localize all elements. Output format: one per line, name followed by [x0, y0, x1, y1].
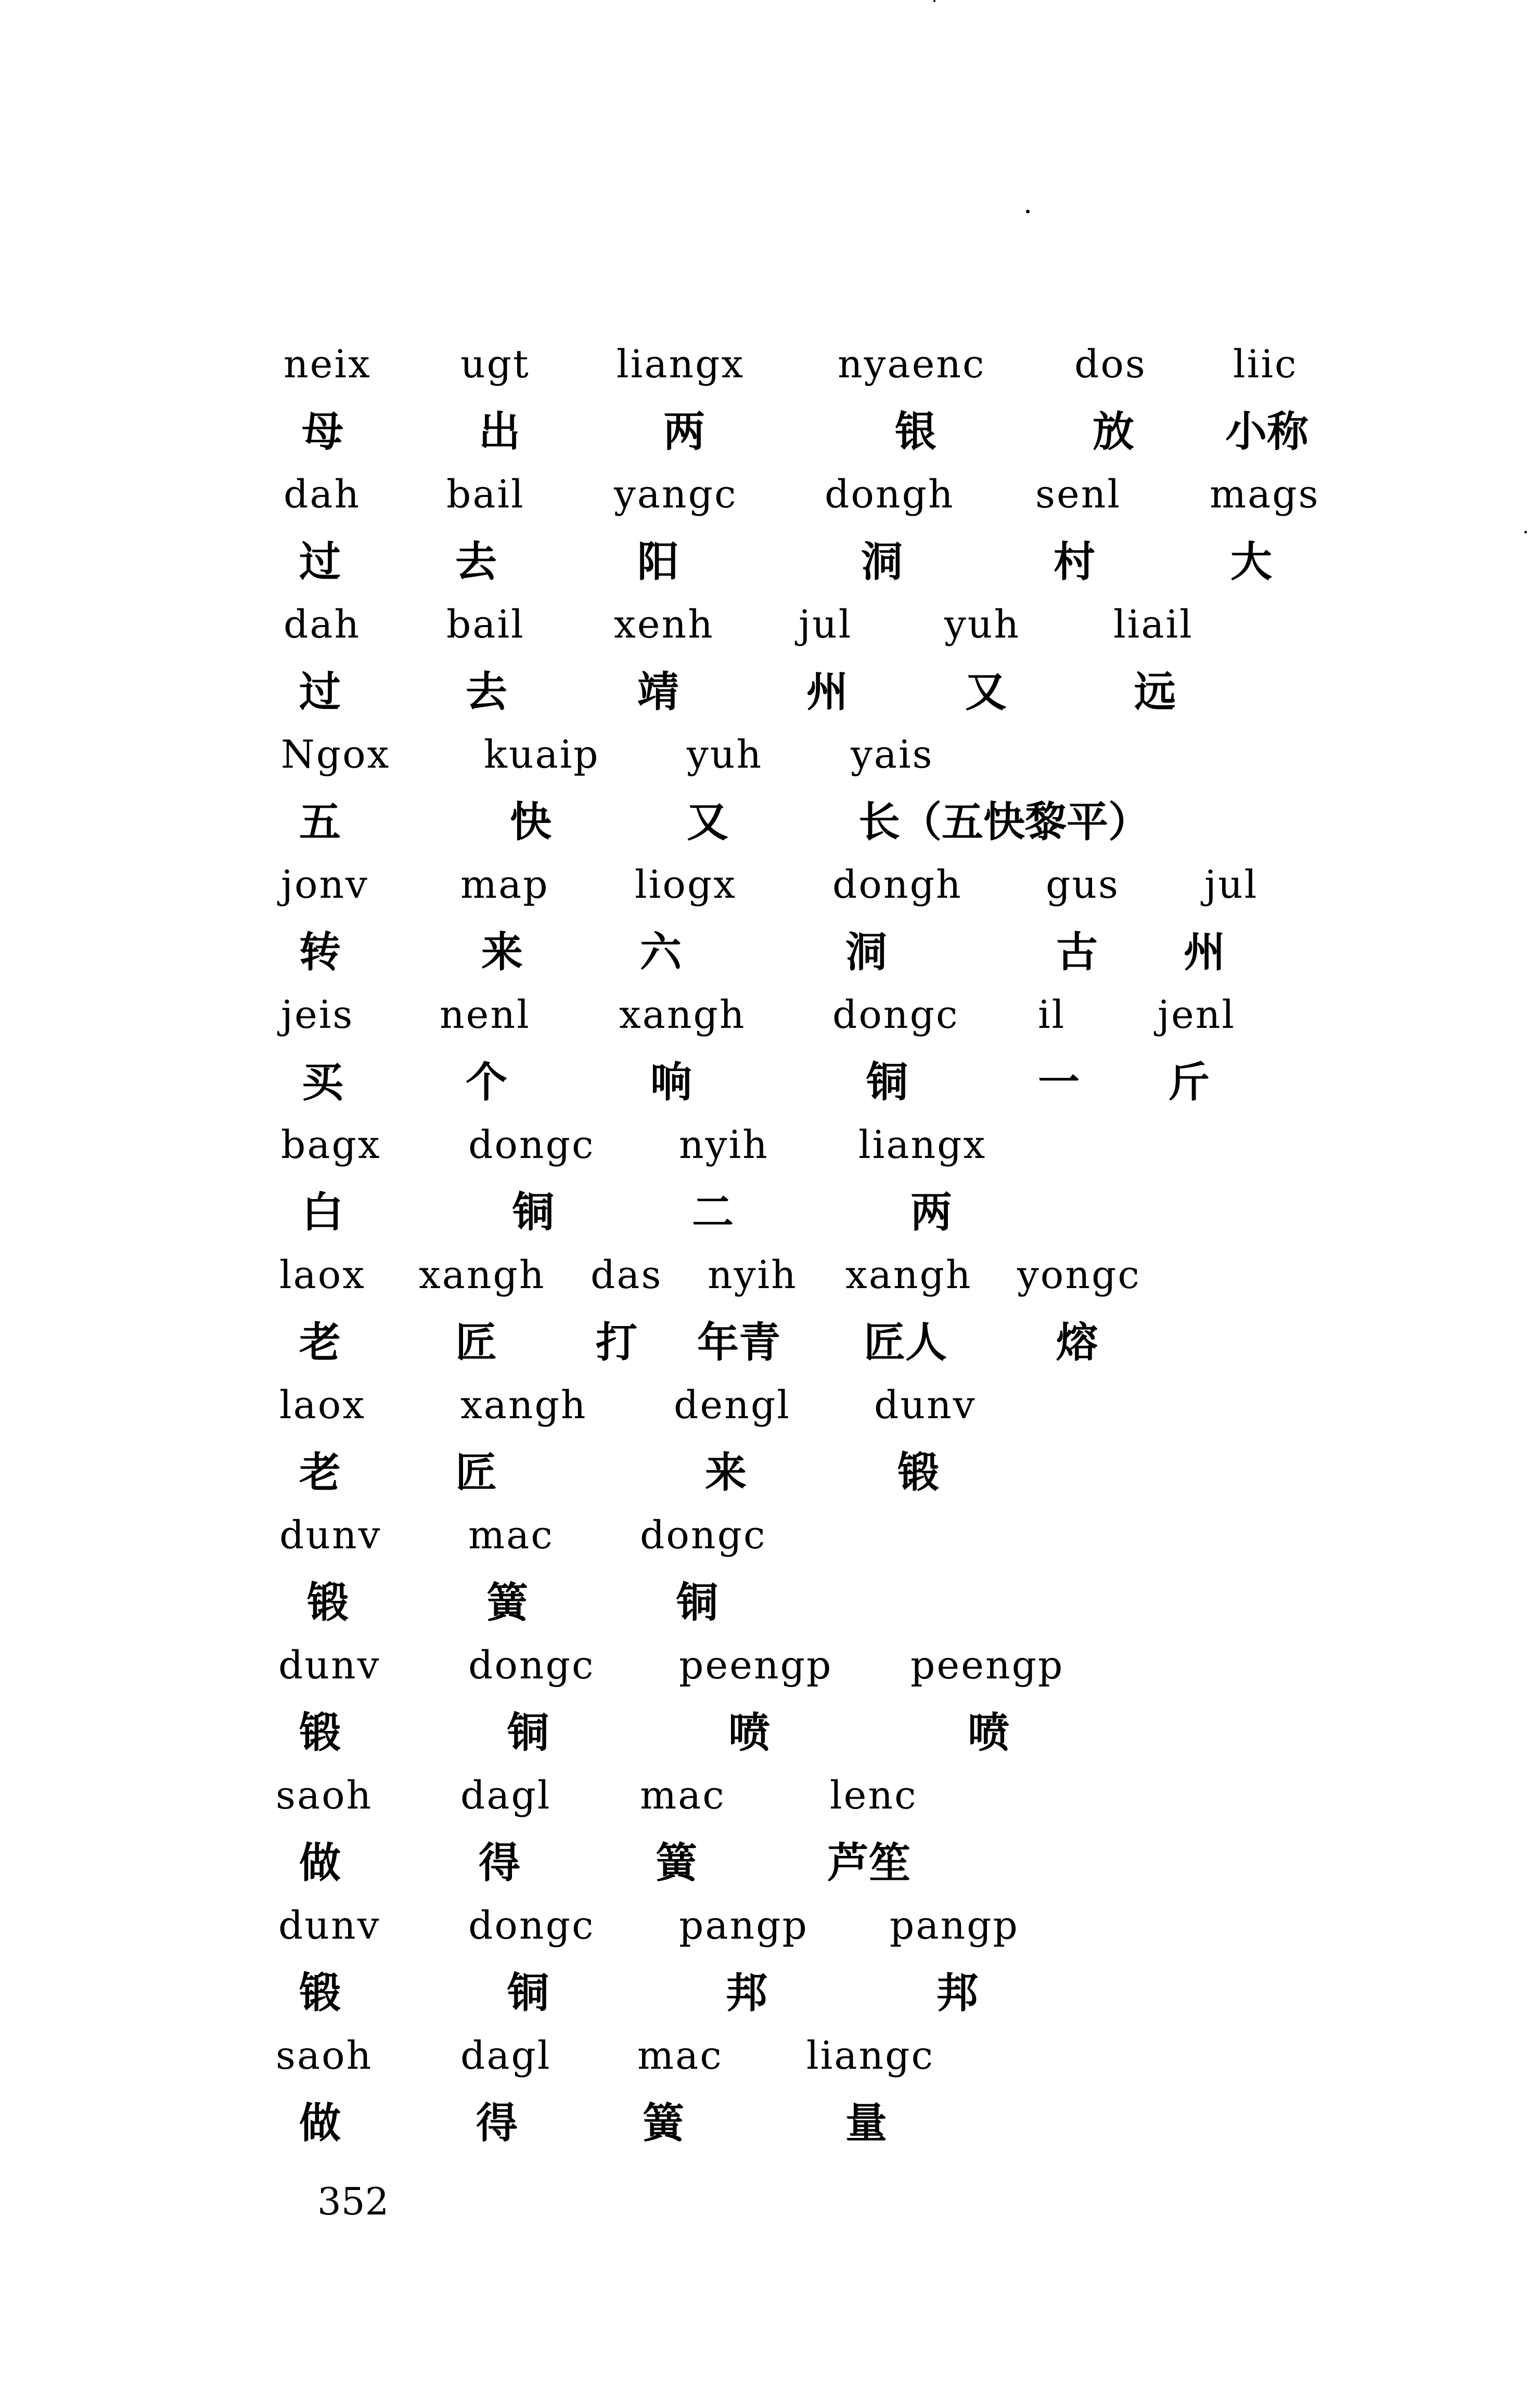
romanized-word: dunv [279, 1513, 382, 1558]
scan-speck [933, 0, 935, 2]
chinese-gloss-word: 芦笙 [827, 1839, 910, 1887]
romanized-word: xenh [614, 602, 714, 647]
romanized-word: map [460, 862, 549, 907]
chinese-gloss-word: 匠 [455, 1448, 497, 1497]
romanized-word: pangp [679, 1903, 808, 1948]
romanized-word: dah [284, 472, 361, 517]
chinese-gloss-word: 做 [299, 1839, 341, 1887]
romanized-line [0, 2019, 1540, 2092]
romanized-word: xangh [460, 1383, 587, 1428]
romanized-word: liangc [806, 2033, 934, 2078]
chinese-gloss-word: 匠人 [864, 1318, 947, 1367]
romanized-word: xangh [419, 1253, 546, 1297]
romanized-word: mac [640, 1773, 726, 1818]
scan-speck [1026, 210, 1030, 213]
chinese-gloss-word: 斤 [1168, 1058, 1210, 1106]
romanized-word: dunv [278, 1903, 381, 1948]
chinese-gloss-line [0, 1306, 1540, 1379]
chinese-gloss-word: 得 [479, 1839, 520, 1887]
romanized-word: xangh [845, 1253, 972, 1297]
romanized-word: yangc [614, 472, 738, 517]
romanized-word: Ngox [281, 732, 391, 777]
chinese-gloss-word: 熔 [1056, 1318, 1098, 1367]
romanized-word: dengl [674, 1383, 791, 1428]
romanized-word: laox [279, 1383, 366, 1428]
romanized-word: bail [446, 602, 525, 647]
romanized-word: kuaip [484, 732, 600, 777]
chinese-gloss-word: 两 [910, 1188, 952, 1237]
romanized-word: jenl [1158, 992, 1236, 1037]
chinese-gloss-word: 去 [455, 538, 497, 586]
romanized-word: dunv [874, 1383, 977, 1428]
chinese-gloss-word: 快 [510, 798, 551, 846]
romanized-word: nenl [440, 992, 531, 1037]
chinese-gloss-word: 五 [299, 798, 341, 846]
romanized-word: jonv [281, 862, 369, 907]
chinese-gloss-word: 古 [1056, 928, 1098, 976]
chinese-gloss-word: 锻 [299, 1969, 341, 2017]
chinese-gloss-word: 锻 [307, 1578, 349, 1627]
romanized-line [0, 1369, 1540, 1442]
chinese-gloss-word: 年青 [697, 1318, 780, 1367]
chinese-gloss-word: 老 [299, 1318, 341, 1367]
chinese-gloss-word: 大 [1230, 538, 1272, 586]
chinese-gloss-word: 铜 [512, 1188, 554, 1237]
romanized-word: liogx [635, 862, 737, 907]
chinese-gloss-word: 喷 [968, 1709, 1009, 1757]
chinese-gloss-word: 响 [650, 1058, 692, 1106]
chinese-gloss-word: 靖 [637, 668, 679, 716]
chinese-gloss-line [0, 1046, 1540, 1119]
chinese-gloss-word: 邦 [936, 1969, 978, 2017]
romanized-word: liangx [617, 342, 745, 387]
chinese-gloss-word: 铜 [866, 1058, 908, 1106]
chinese-gloss-word: 母 [302, 408, 343, 456]
romanized-word: dagl [460, 2033, 551, 2078]
romanized-line [0, 588, 1540, 661]
romanized-word: nyih [708, 1253, 798, 1297]
chinese-gloss-word: 又 [687, 798, 728, 846]
romanized-word: liail [1113, 602, 1194, 647]
chinese-gloss-line [0, 786, 1540, 859]
romanized-word: jul [1204, 862, 1259, 907]
romanized-word: jeis [281, 992, 354, 1037]
chinese-gloss-word: 长（五快黎平） [858, 798, 1150, 846]
chinese-gloss-word: 来 [481, 928, 523, 976]
romanized-word: dongc [468, 1643, 595, 1688]
chinese-gloss-word: 锻 [299, 1709, 341, 1757]
romanized-word: dagl [460, 1773, 551, 1818]
romanized-word: yongc [1017, 1253, 1141, 1297]
romanized-line [0, 1109, 1540, 1181]
romanized-word: neix [284, 342, 371, 387]
chinese-gloss-line [0, 2087, 1540, 2160]
romanized-word: liic [1233, 342, 1298, 387]
chinese-gloss-word: 簧 [486, 1578, 528, 1627]
romanized-word: nyih [679, 1123, 769, 1167]
chinese-gloss-word: 转 [299, 928, 341, 976]
romanized-word: xangh [619, 992, 746, 1037]
chinese-gloss-word: 喷 [728, 1709, 770, 1757]
romanized-word: laox [279, 1253, 366, 1297]
romanized-line [0, 978, 1540, 1051]
romanized-word: ugt [460, 342, 530, 387]
romanized-word: dongc [468, 1123, 595, 1167]
romanized-word: dongc [468, 1903, 595, 1948]
chinese-gloss-word: 阳 [637, 538, 679, 586]
romanized-line [0, 718, 1540, 791]
chinese-gloss-word: 买 [302, 1058, 343, 1106]
chinese-gloss-word: 簧 [643, 2099, 684, 2147]
romanized-word: lenc [830, 1773, 918, 1818]
chinese-gloss-word: 去 [466, 668, 507, 716]
chinese-gloss-word: 小称 [1225, 408, 1308, 456]
romanized-word: gus [1046, 862, 1120, 907]
romanized-word: senl [1035, 472, 1122, 517]
chinese-gloss-word: 铜 [676, 1578, 718, 1627]
romanized-word: yuh [687, 732, 763, 777]
chinese-gloss-word: 两 [663, 408, 705, 456]
chinese-gloss-word: 个 [466, 1058, 507, 1106]
romanized-word: bail [446, 472, 525, 517]
romanized-word: jul [799, 602, 853, 647]
romanized-line [0, 1239, 1540, 1312]
romanized-word: liangx [858, 1123, 987, 1167]
chinese-gloss-word: 过 [299, 538, 341, 586]
chinese-gloss-word: 白 [302, 1188, 343, 1237]
romanized-word: yais [851, 732, 934, 777]
romanized-line [0, 1889, 1540, 1962]
chinese-gloss-line [0, 526, 1540, 599]
chinese-gloss-line [0, 1567, 1540, 1639]
chinese-gloss-word: 一 [1038, 1058, 1080, 1106]
chinese-gloss-word: 又 [965, 668, 1007, 716]
chinese-gloss-word: 打 [596, 1318, 637, 1367]
chinese-gloss-word: 过 [299, 668, 341, 716]
romanized-line [0, 1629, 1540, 1702]
chinese-gloss-word: 二 [692, 1188, 734, 1237]
chinese-gloss-line [0, 916, 1540, 989]
romanized-line [0, 1499, 1540, 1572]
chinese-gloss-word: 洞 [861, 538, 903, 586]
romanized-word: das [591, 1253, 663, 1297]
chinese-gloss-line [0, 656, 1540, 729]
romanized-word: dongh [825, 472, 955, 517]
romanized-word: dunv [278, 1643, 381, 1688]
chinese-gloss-word: 出 [479, 408, 520, 456]
chinese-gloss-word: 村 [1054, 538, 1095, 586]
chinese-gloss-word: 簧 [656, 1839, 697, 1887]
chinese-gloss-word: 铜 [507, 1709, 549, 1757]
chinese-gloss-word: 远 [1134, 668, 1176, 716]
chinese-gloss-line [0, 1697, 1540, 1769]
chinese-gloss-word: 来 [705, 1448, 747, 1497]
chinese-gloss-word: 量 [845, 2099, 887, 2147]
chinese-gloss-word: 州 [806, 668, 848, 716]
romanized-word: bagx [281, 1123, 381, 1167]
romanized-word: saoh [276, 1773, 373, 1818]
romanized-word: pangp [890, 1903, 1019, 1948]
romanized-word: dongc [832, 992, 959, 1037]
romanized-word: il [1038, 992, 1066, 1037]
romanized-line [0, 1759, 1540, 1832]
chinese-gloss-line [0, 1957, 1540, 2030]
chinese-gloss-word: 做 [299, 2099, 341, 2147]
chinese-gloss-word: 锻 [897, 1448, 939, 1497]
chinese-gloss-line [0, 1436, 1540, 1509]
chinese-gloss-word: 洞 [845, 928, 887, 976]
chinese-gloss-word: 放 [1093, 408, 1134, 456]
chinese-gloss-line [0, 1176, 1540, 1249]
romanized-word: mac [637, 2033, 723, 2078]
chinese-gloss-line [0, 396, 1540, 468]
romanized-word: dongh [832, 862, 962, 907]
romanized-word: dah [284, 602, 361, 647]
romanized-word: mac [468, 1513, 554, 1558]
romanized-word: peengp [679, 1643, 833, 1688]
page-number: 352 [317, 2180, 389, 2223]
chinese-gloss-line [0, 1827, 1540, 1900]
romanized-word: mags [1210, 472, 1320, 517]
chinese-gloss-word: 匠 [455, 1318, 497, 1367]
chinese-gloss-word: 州 [1184, 928, 1225, 976]
romanized-word: dos [1074, 342, 1147, 387]
romanized-word: nyaenc [838, 342, 986, 387]
romanized-line [0, 328, 1540, 401]
chinese-gloss-word: 得 [476, 2099, 518, 2147]
romanized-word: dongc [640, 1513, 767, 1558]
chinese-gloss-word: 邦 [726, 1969, 767, 2017]
romanized-line [0, 458, 1540, 531]
chinese-gloss-word: 银 [895, 408, 936, 456]
chinese-gloss-word: 老 [299, 1448, 341, 1497]
romanized-word: yuh [944, 602, 1021, 647]
romanized-word: peengp [910, 1643, 1064, 1688]
romanized-word: saoh [276, 2033, 373, 2078]
chinese-gloss-word: 六 [640, 928, 682, 976]
chinese-gloss-word: 铜 [507, 1969, 549, 2017]
romanized-line [0, 848, 1540, 921]
